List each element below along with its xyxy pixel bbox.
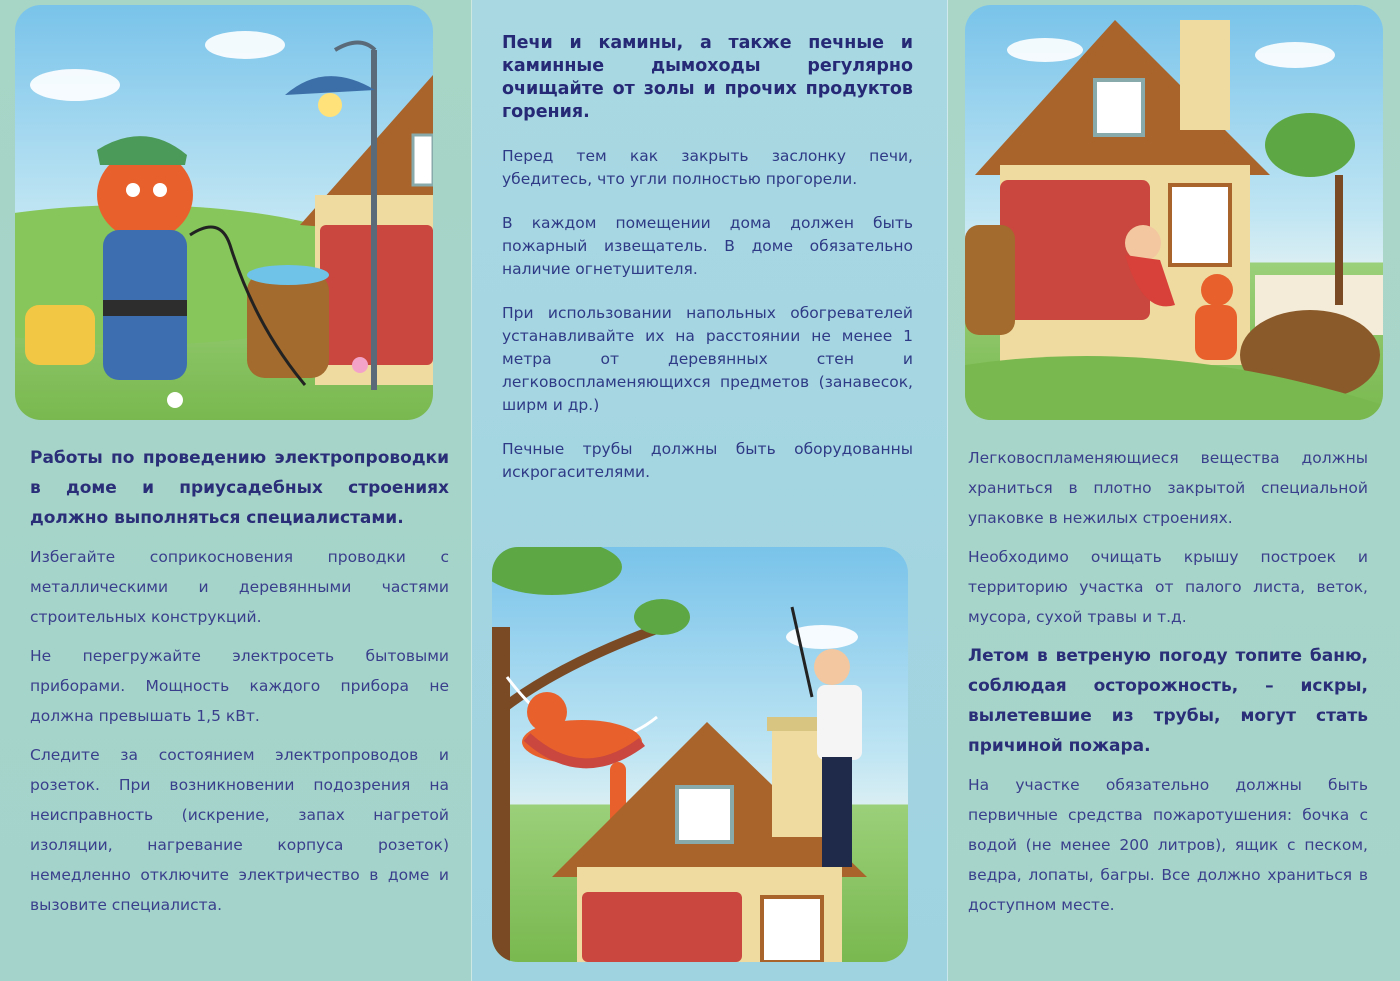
right-text-block: [968, 443, 1368, 929]
left-paragraph: Следите за состоянием электропроводов и розеток. При возникновении подозрения на неисправность (искрение, запах нагретой изоляции, нагревание корпуса розеток) немедленно отключите электричество в доме и вызовите специалиста.: [30, 746, 449, 914]
middle-text-block: [502, 32, 913, 505]
left-panel: [0, 0, 472, 981]
left-heading: Работы по проведению электропроводки в доме и приусадебных строениях должно выполняться специалистами.: [30, 448, 449, 528]
left-paragraph: Избегайте соприкосновения проводки с металлическими и деревянными частями строительных конструкций.: [30, 548, 449, 626]
right-paragraph: Необходимо очищать крышу построек и территорию участка от палого листа, веток, мусора, сухой травы и т.д.: [968, 548, 1368, 626]
middle-panel: [472, 0, 948, 981]
middle-heading: Печи и камины, а также печные и каминные дымоходы регулярно очищайте от золы и прочих продуктов горения.: [502, 33, 913, 122]
yard-cleaning-illustration: [965, 5, 1383, 420]
middle-paragraph: При использовании напольных обогревателей устанавливайте их на расстоянии не менее 1 метра от деревянных стен и легковоспламеняющихся предметов (занавесок, ширм и др.): [502, 304, 913, 414]
right-paragraph: Легковоспламеняющиеся вещества должны храниться в плотно закрытой специальной упаковке в нежилых строениях.: [968, 449, 1368, 527]
left-text-block: [30, 443, 449, 929]
middle-paragraph: В каждом помещении дома должен быть пожарный извещатель. В доме обязательно наличие огнетушителя.: [502, 214, 913, 278]
left-paragraph: Не перегружайте электросеть бытовыми приборами. Мощность каждого прибора не должна превышать 1,5 кВт.: [30, 647, 449, 725]
electrician-cat-illustration: [15, 5, 433, 420]
right-heading: Летом в ветреную погоду топите баню, соблюдая осторожность, – искры, вылетевшие из трубы, могут стать причиной пожара.: [968, 646, 1368, 756]
chimney-sweep-illustration: [492, 547, 908, 962]
right-panel: [948, 0, 1400, 981]
middle-paragraph: Печные трубы должны быть оборудованны искрогасителями.: [502, 440, 913, 481]
middle-paragraph: Перед тем как закрыть заслонку печи, убедитесь, что угли полностью прогорели.: [502, 147, 913, 188]
right-paragraph: На участке обязательно должны быть первичные средства пожаротушения: бочка с водой (не менее 200 литров), ящик с песком, ведра, лопаты, багры. Все должно храниться в доступном месте.: [968, 776, 1368, 914]
